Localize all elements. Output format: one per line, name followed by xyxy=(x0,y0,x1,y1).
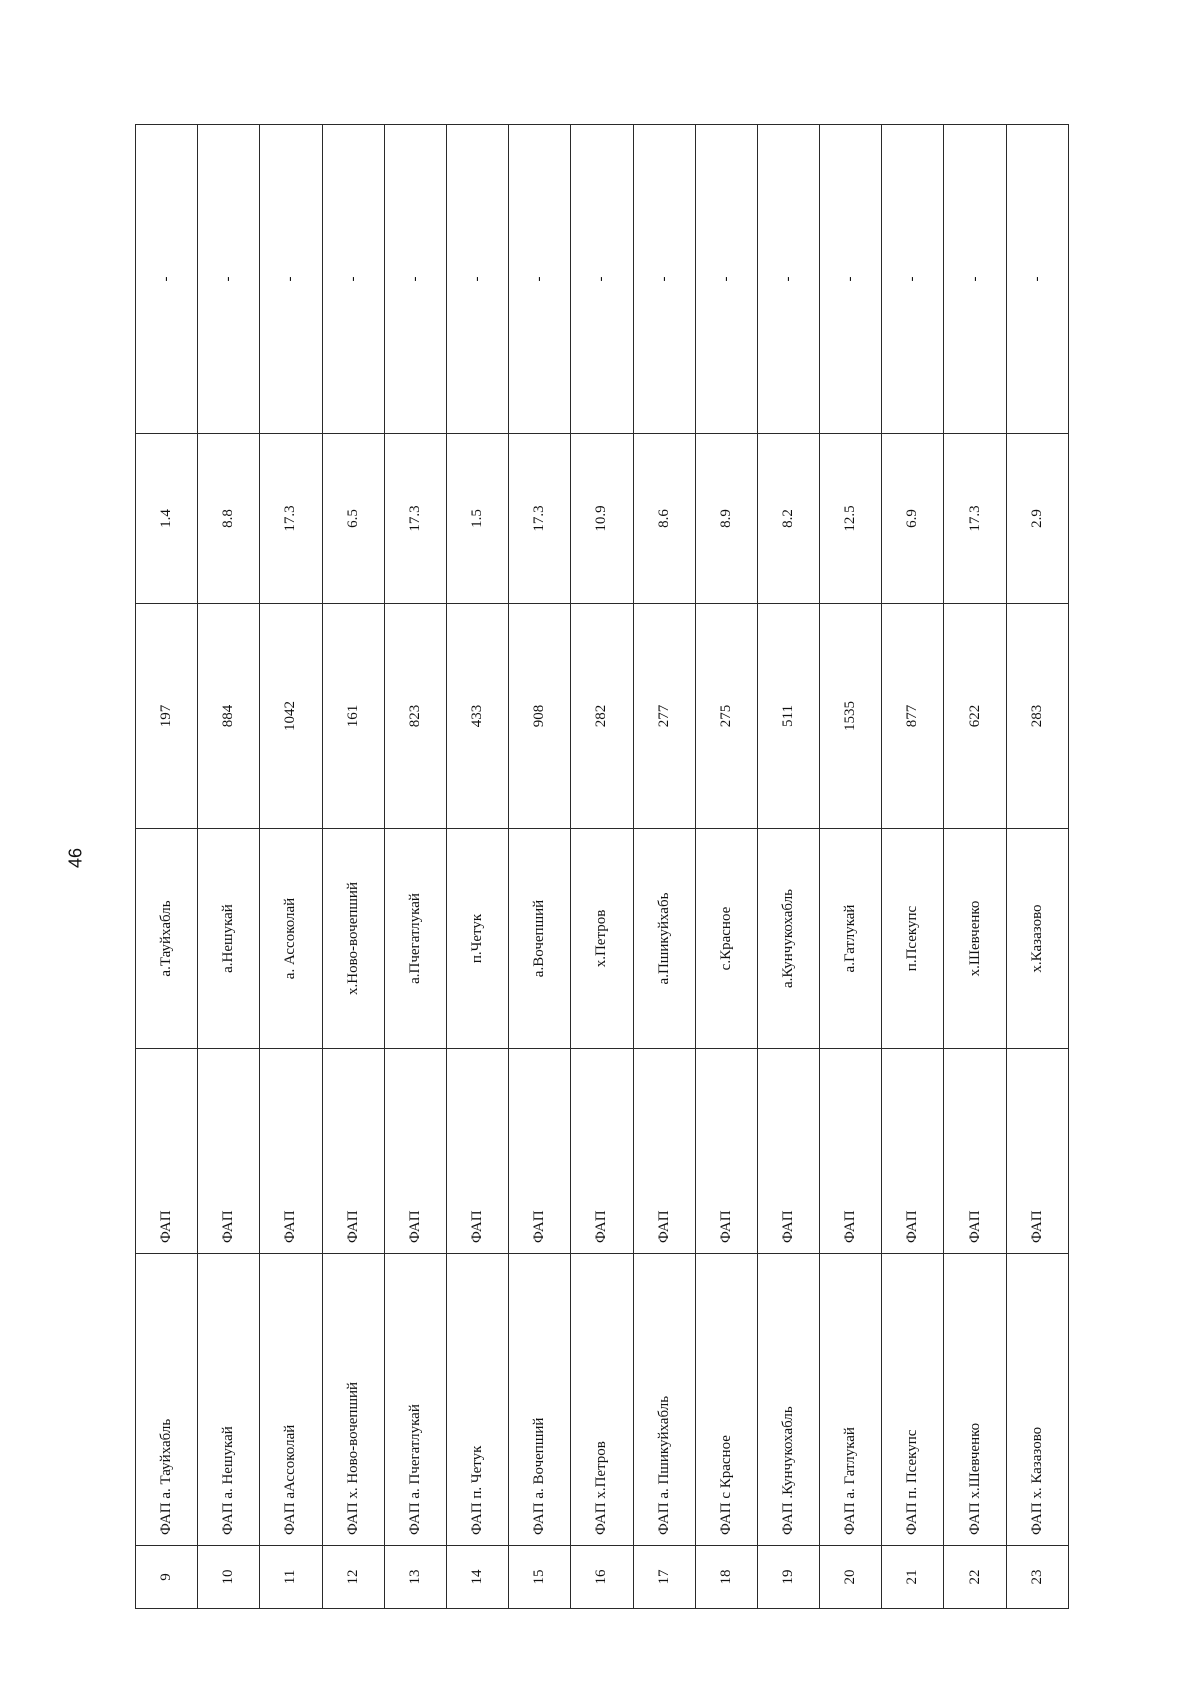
distance-cell: 12.5 xyxy=(820,434,882,604)
population-cell: 908 xyxy=(509,604,571,829)
population-cell: 282 xyxy=(571,604,633,829)
facility-name-cell: ФАП .Кунчукохабль xyxy=(757,1254,819,1546)
facility-type-cell: ФАП xyxy=(1006,1049,1068,1254)
row-number-cell: 10 xyxy=(198,1546,260,1609)
table-row xyxy=(944,125,1006,1609)
page-number-text: 46 xyxy=(65,847,86,869)
distance-cell: 6.5 xyxy=(322,434,384,604)
extra-cell: - xyxy=(820,125,882,434)
extra-cell: - xyxy=(571,125,633,434)
distance-cell: 1.4 xyxy=(136,434,198,604)
extra-cell: - xyxy=(695,125,757,434)
facility-type-cell: ФАП xyxy=(882,1049,944,1254)
facility-type-cell: ФАП xyxy=(757,1049,819,1254)
table-row xyxy=(571,125,633,1609)
extra-cell: - xyxy=(882,125,944,434)
table-row xyxy=(260,125,322,1609)
locality-cell: а.Гатлукай xyxy=(820,829,882,1049)
facility-name-cell: ФАП х.Шевченко xyxy=(944,1254,1006,1546)
facility-type-cell: ФАП xyxy=(198,1049,260,1254)
locality-cell: а.Кунчукохабль xyxy=(757,829,819,1049)
facility-type-cell: ФАП xyxy=(695,1049,757,1254)
facility-type-cell: ФАП xyxy=(633,1049,695,1254)
table-row xyxy=(1006,125,1068,1609)
population-cell: 1535 xyxy=(820,604,882,829)
facility-type-cell: ФАП xyxy=(944,1049,1006,1254)
extra-cell: - xyxy=(260,125,322,434)
population-cell: 884 xyxy=(198,604,260,829)
table-row xyxy=(446,125,508,1609)
locality-cell: х.Шевченко xyxy=(944,829,1006,1049)
population-cell: 622 xyxy=(944,604,1006,829)
extra-cell: - xyxy=(198,125,260,434)
facility-name-cell: ФАП х.Петров xyxy=(571,1254,633,1546)
facility-name-cell: ФАП с Красное xyxy=(695,1254,757,1546)
table-row xyxy=(882,125,944,1609)
population-cell: 197 xyxy=(136,604,198,829)
extra-cell: - xyxy=(384,125,446,434)
population-cell: 277 xyxy=(633,604,695,829)
facility-type-cell: ФАП xyxy=(322,1049,384,1254)
facility-name-cell: ФАП а. Нешукай xyxy=(198,1254,260,1546)
extra-cell: - xyxy=(757,125,819,434)
distance-cell: 17.3 xyxy=(509,434,571,604)
facility-name-cell: ФАП аАссоколай xyxy=(260,1254,322,1546)
distance-cell: 8.9 xyxy=(695,434,757,604)
distance-cell: 10.9 xyxy=(571,434,633,604)
distance-cell: 1.5 xyxy=(446,434,508,604)
row-number-cell: 18 xyxy=(695,1546,757,1609)
row-number-cell: 11 xyxy=(260,1546,322,1609)
extra-cell: - xyxy=(633,125,695,434)
row-number-cell: 23 xyxy=(1006,1546,1068,1609)
extra-cell: - xyxy=(1006,125,1068,434)
table-row xyxy=(509,125,571,1609)
rotated-table-container xyxy=(135,125,1069,1609)
distance-cell: 8.2 xyxy=(757,434,819,604)
distance-cell: 8.8 xyxy=(198,434,260,604)
locality-cell: а.Нешукай xyxy=(198,829,260,1049)
row-number-cell: 21 xyxy=(882,1546,944,1609)
locality-cell: а.Вочепший xyxy=(509,829,571,1049)
distance-cell: 17.3 xyxy=(384,434,446,604)
row-number-cell: 20 xyxy=(820,1546,882,1609)
facility-type-cell: ФАП xyxy=(384,1049,446,1254)
facility-name-cell: ФАП х. Ново-вочепший xyxy=(322,1254,384,1546)
row-number-cell: 16 xyxy=(571,1546,633,1609)
distance-cell: 17.3 xyxy=(944,434,1006,604)
row-number-cell: 15 xyxy=(509,1546,571,1609)
distance-cell: 2.9 xyxy=(1006,434,1068,604)
table-row xyxy=(757,125,819,1609)
table-row xyxy=(695,125,757,1609)
facility-name-cell: ФАП а. Гатлукай xyxy=(820,1254,882,1546)
population-cell: 161 xyxy=(322,604,384,829)
extra-cell: - xyxy=(446,125,508,434)
table-row xyxy=(322,125,384,1609)
facility-name-cell: ФАП а. Тауйхабль xyxy=(136,1254,198,1546)
facility-table xyxy=(135,124,1069,1609)
facility-type-cell: ФАП xyxy=(136,1049,198,1254)
extra-cell: - xyxy=(322,125,384,434)
locality-cell: а.Пчегатлукай xyxy=(384,829,446,1049)
table-row xyxy=(820,125,882,1609)
row-number-cell: 12 xyxy=(322,1546,384,1609)
row-number-cell: 14 xyxy=(446,1546,508,1609)
row-number-cell: 22 xyxy=(944,1546,1006,1609)
row-number-cell: 9 xyxy=(136,1546,198,1609)
distance-cell: 8.6 xyxy=(633,434,695,604)
extra-cell: - xyxy=(136,125,198,434)
population-cell: 511 xyxy=(757,604,819,829)
facility-name-cell: ФАП х. Казазово xyxy=(1006,1254,1068,1546)
extra-cell: - xyxy=(509,125,571,434)
table-body xyxy=(136,125,1069,1609)
locality-cell: п.Псекупс xyxy=(882,829,944,1049)
locality-cell: п.Четук xyxy=(446,829,508,1049)
facility-type-cell: ФАП xyxy=(820,1049,882,1254)
facility-type-cell: ФАП xyxy=(509,1049,571,1254)
facility-table-frame xyxy=(135,125,1069,1609)
row-number-cell: 13 xyxy=(384,1546,446,1609)
facility-type-cell: ФАП xyxy=(571,1049,633,1254)
extra-cell: - xyxy=(944,125,1006,434)
facility-name-cell: ФАП а. Вочепший xyxy=(509,1254,571,1546)
locality-cell: а.Пшикуйхабь xyxy=(633,829,695,1049)
population-cell: 1042 xyxy=(260,604,322,829)
population-cell: 877 xyxy=(882,604,944,829)
population-cell: 823 xyxy=(384,604,446,829)
table-row xyxy=(633,125,695,1609)
facility-name-cell: ФАП п. Псекупс xyxy=(882,1254,944,1546)
distance-cell: 17.3 xyxy=(260,434,322,604)
population-cell: 283 xyxy=(1006,604,1068,829)
row-number-cell: 17 xyxy=(633,1546,695,1609)
table-row xyxy=(136,125,198,1609)
locality-cell: х.Ново-вочепший xyxy=(322,829,384,1049)
population-cell: 275 xyxy=(695,604,757,829)
distance-cell: 6.9 xyxy=(882,434,944,604)
facility-name-cell: ФАП а. Пчегатлукай xyxy=(384,1254,446,1546)
facility-name-cell: ФАП а. Пшикуйхабль xyxy=(633,1254,695,1546)
table-row xyxy=(198,125,260,1609)
locality-cell: х.Петров xyxy=(571,829,633,1049)
locality-cell: с.Красное xyxy=(695,829,757,1049)
locality-cell: х.Казазово xyxy=(1006,829,1068,1049)
locality-cell: а.Тауйхабль xyxy=(136,829,198,1049)
facility-name-cell: ФАП п. Четук xyxy=(446,1254,508,1546)
facility-type-cell: ФАП xyxy=(260,1049,322,1254)
facility-type-cell: ФАП xyxy=(446,1049,508,1254)
table-row xyxy=(384,125,446,1609)
population-cell: 433 xyxy=(446,604,508,829)
locality-cell: а. Ассоколай xyxy=(260,829,322,1049)
row-number-cell: 19 xyxy=(757,1546,819,1609)
